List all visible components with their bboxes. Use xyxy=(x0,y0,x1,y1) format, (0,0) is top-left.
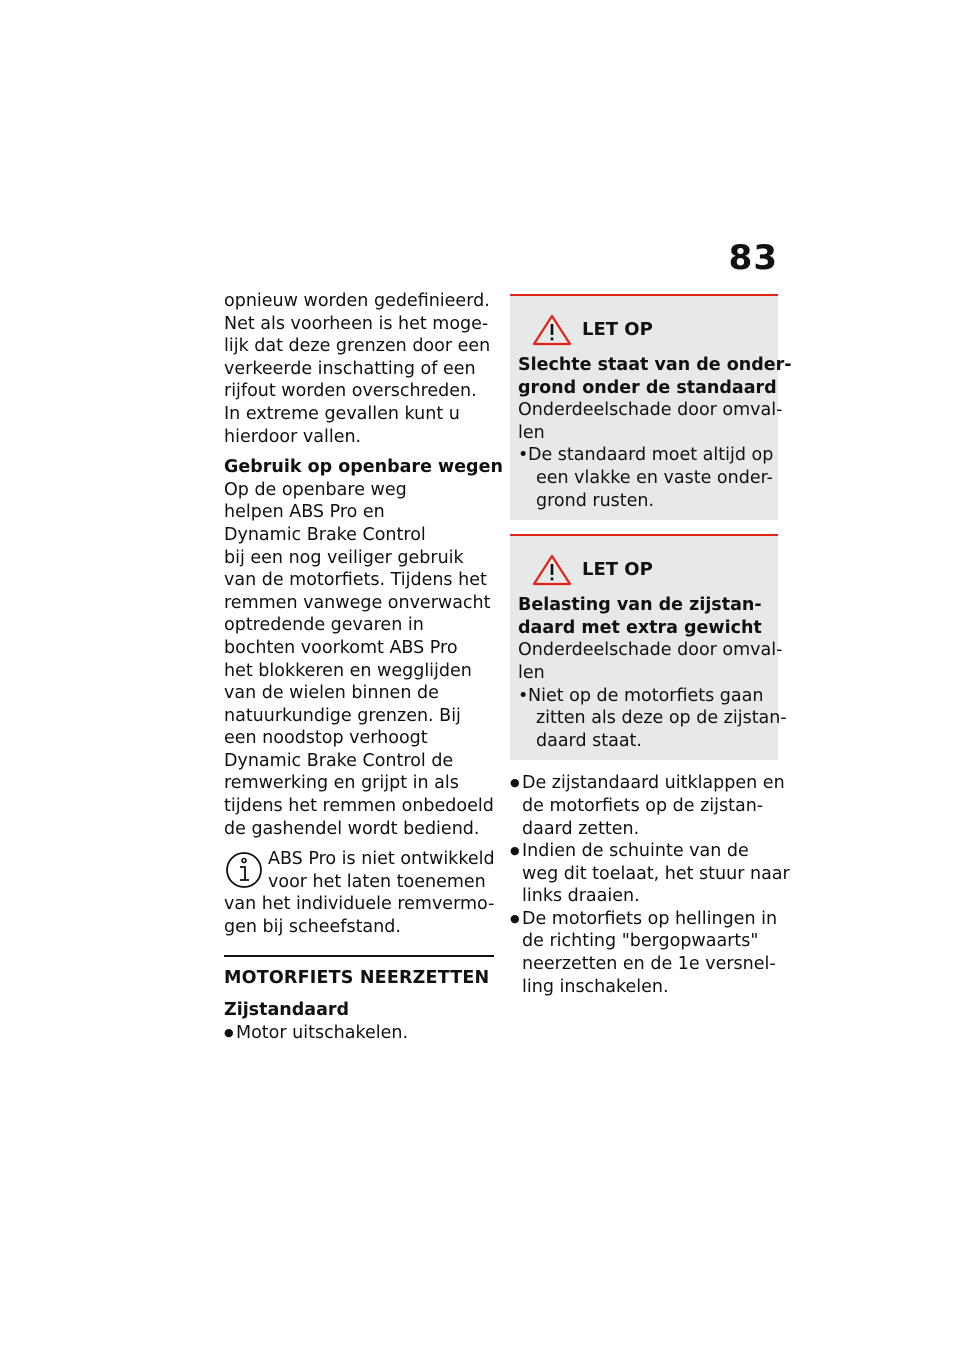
text-line: ● De motorfiets op hellingen in xyxy=(522,908,778,929)
text-line: ABS Pro is niet ontwikkeld xyxy=(268,849,495,870)
info-icon xyxy=(224,848,264,892)
text-line: tijdens het remmen onbedoeld xyxy=(224,796,494,817)
warning-consequence: Onderdeelschade door omval- xyxy=(518,400,783,421)
section-title: MOTORFIETS NEERZETTEN xyxy=(224,955,494,990)
text-line: remmen vanwege onverwacht xyxy=(224,592,491,613)
text-line: van de motorfiets. Tijdens het xyxy=(224,570,487,591)
warning-triangle-icon xyxy=(532,554,572,586)
text-line: ling inschakelen. xyxy=(522,976,669,997)
text-line: neerzetten en de 1e versnel- xyxy=(522,954,776,975)
text-line: opnieuw worden gedefinieerd. xyxy=(224,291,490,311)
text-line: een noodstop verhoogt xyxy=(224,728,428,749)
text-line: bochten voorkomt ABS Pro xyxy=(224,637,458,658)
text-line: Net als voorheen is het moge- xyxy=(224,313,489,334)
text-line: natuurkundige grenzen. Bij xyxy=(224,705,461,726)
text-line: In extreme gevallen kunt u xyxy=(224,403,460,424)
list-item xyxy=(510,840,790,908)
page-number: 83 xyxy=(728,238,778,278)
text-line: ● De zijstandaard uitklappen en xyxy=(522,773,785,794)
list-item xyxy=(510,772,785,840)
text-line: hierdoor vallen. xyxy=(224,426,362,447)
text-line: een vlakke en vaste onder- xyxy=(536,467,773,488)
text-line: bij een nog veiliger gebruik xyxy=(224,547,464,568)
text-line: Op de openbare weg xyxy=(224,479,407,500)
warning-title: Slechte staat van de onder- xyxy=(518,355,792,375)
road-use-paragraph xyxy=(224,456,503,840)
text-line: daard zetten. xyxy=(522,818,640,839)
steps-list xyxy=(510,772,790,998)
text-line: • Niet op de motorfiets gaan xyxy=(528,685,764,706)
list-item xyxy=(510,908,778,998)
text-line: links draaien. xyxy=(522,886,640,907)
text-line: de richting "bergopwaarts" xyxy=(522,931,759,952)
sub-heading: Zijstandaard xyxy=(224,1000,350,1021)
warning-title: daard met extra gewicht xyxy=(518,617,762,638)
warning-header xyxy=(518,312,770,348)
text-line: zitten als deze op de zijstan- xyxy=(536,708,787,729)
text-line: de gashendel wordt bediend. xyxy=(224,818,480,839)
text-line: van het individuele remvermo- xyxy=(224,894,495,915)
text-line: • De standaard moet altijd op xyxy=(528,445,774,466)
text-line: van de wielen binnen de xyxy=(224,683,439,704)
warning-header xyxy=(518,552,770,588)
text-line: ● Indien de schuinte van de xyxy=(522,841,749,862)
text-line: verkeerde inschatting of een xyxy=(224,358,476,379)
text-line: Dynamic Brake Control xyxy=(224,524,426,545)
text-line: het blokkeren en wegglijden xyxy=(224,660,472,681)
text-line: de motorfiets op de zijstan- xyxy=(522,795,764,816)
warning-label: LET OP xyxy=(582,558,653,580)
right-column xyxy=(510,294,792,998)
text-line: gen bij scheefstand. xyxy=(224,917,401,938)
warning-consequence: Onderdeelschade door omval- xyxy=(518,640,783,661)
list-item: ● Motor uitschakelen. xyxy=(224,1022,494,1045)
text-line: weg dit toelaat, het stuur naar xyxy=(522,863,790,884)
left-column xyxy=(224,290,503,1044)
warning-consequence: len xyxy=(518,422,545,443)
text-line: voor het laten toenemen xyxy=(268,871,486,892)
text-line: daard staat. xyxy=(536,730,642,751)
info-note xyxy=(224,848,494,938)
text-line: Dynamic Brake Control de xyxy=(224,750,454,771)
text-line: optredende gevaren in xyxy=(224,615,424,636)
road-use-heading: Gebruik op openbare wegen xyxy=(224,457,503,478)
warning-measure xyxy=(518,685,787,753)
warning-title: grond onder de standaard xyxy=(518,377,777,398)
warning-measure xyxy=(518,444,774,512)
text-line: lijk dat deze grenzen door een xyxy=(224,336,491,357)
warning-title: Belasting van de zijstan- xyxy=(518,595,762,616)
text-line: grond rusten. xyxy=(536,490,655,511)
warning-box xyxy=(510,294,792,520)
intro-paragraph xyxy=(224,290,494,448)
warning-label: LET OP xyxy=(582,318,653,340)
text-line: rijfout worden overschreden. xyxy=(224,381,477,402)
text-line: helpen ABS Pro en xyxy=(224,502,385,523)
warning-consequence: len xyxy=(518,662,545,683)
text-line: remwerking en grijpt in als xyxy=(224,773,459,794)
warning-triangle-icon xyxy=(532,314,572,346)
warning-box xyxy=(510,534,787,760)
